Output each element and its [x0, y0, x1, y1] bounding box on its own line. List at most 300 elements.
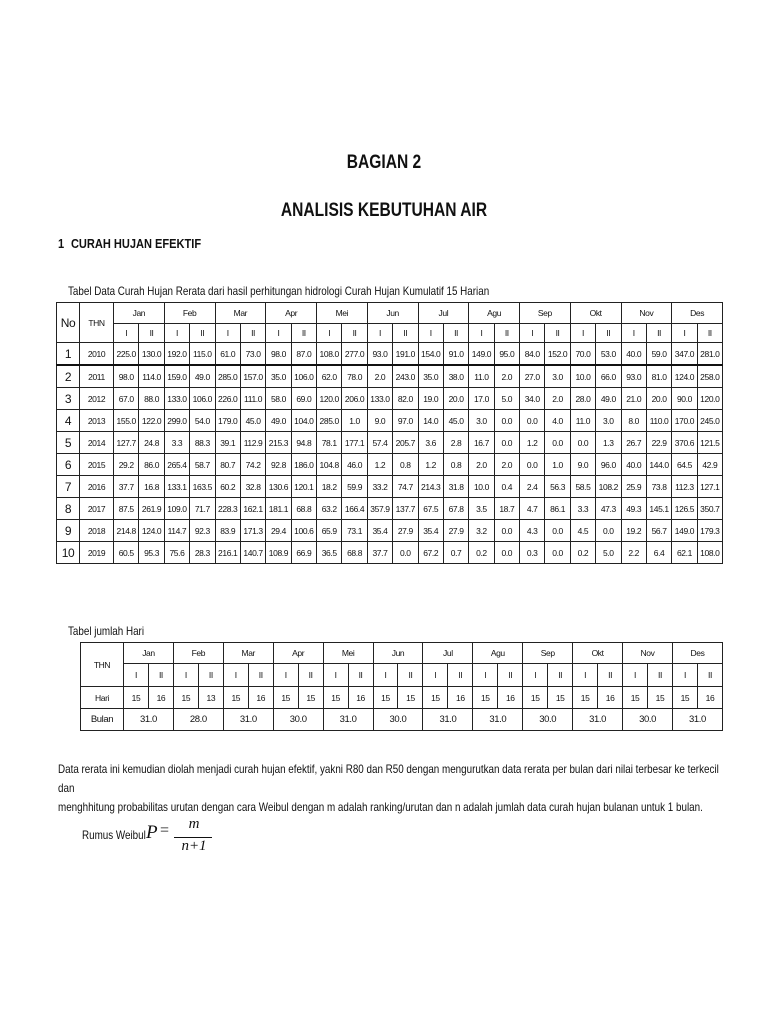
rainfall-cell: 281.0 [697, 343, 722, 366]
rainfall-cell: 17.0 [469, 388, 494, 410]
row-year: 2019 [80, 542, 114, 564]
bulan-cell: 30.0 [273, 709, 323, 731]
month-header: Nov [623, 643, 673, 664]
formula-denominator: n+1 [181, 838, 207, 854]
rainfall-cell: 122.0 [139, 410, 164, 432]
rainfall-cell: 258.0 [697, 365, 722, 388]
period-header: II [596, 324, 621, 343]
rainfall-cell: 104.0 [291, 410, 316, 432]
row-year: 2014 [80, 432, 114, 454]
rainfall-cell: 2.0 [367, 365, 392, 388]
rainfall-cell: 124.0 [139, 520, 164, 542]
hari-cell: 15 [373, 687, 398, 709]
month-header: Jun [367, 303, 418, 324]
row-number: 10 [57, 542, 80, 564]
hari-cell: 15 [124, 687, 149, 709]
rainfall-cell: 357.9 [367, 498, 392, 520]
table-row [57, 365, 723, 388]
month-header: Agu [469, 303, 520, 324]
rainfall-cell: 10.0 [570, 365, 595, 388]
rainfall-cell: 69.0 [291, 388, 316, 410]
hari-cell: 15 [648, 687, 673, 709]
hari-cell: 15 [473, 687, 498, 709]
rainfall-cell: 82.0 [393, 388, 418, 410]
rainfall-cell: 115.0 [190, 343, 215, 366]
month-header: Jan [114, 303, 165, 324]
explanation-paragraph [58, 760, 730, 817]
period-header: II [598, 664, 623, 687]
bulan-cell: 30.0 [523, 709, 573, 731]
period-header: II [240, 324, 265, 343]
month-header: Sep [520, 303, 571, 324]
period-header: II [198, 664, 223, 687]
row-number: 9 [57, 520, 80, 542]
rainfall-cell: 114.0 [139, 365, 164, 388]
rainfall-cell: 49.0 [266, 410, 291, 432]
year-header: THN [80, 303, 114, 343]
rainfall-cell: 133.1 [164, 476, 189, 498]
hari-cell: 15 [173, 687, 198, 709]
subsection-heading [58, 236, 201, 251]
rainfall-cell: 2.4 [520, 476, 545, 498]
row-number: 8 [57, 498, 80, 520]
month-header: Nov [621, 303, 672, 324]
row-year: 2013 [80, 410, 114, 432]
year-header: THN [81, 643, 124, 687]
rainfall-cell: 181.1 [266, 498, 291, 520]
rainfall-cell: 59.9 [342, 476, 367, 498]
rainfall-cell: 137.7 [393, 498, 418, 520]
rainfall-cell: 96.0 [596, 454, 621, 476]
hari-cell: 15 [623, 687, 648, 709]
rainfall-cell: 120.1 [291, 476, 316, 498]
rainfall-cell: 49.3 [621, 498, 646, 520]
rainfall-cell: 38.0 [443, 365, 468, 388]
rainfall-cell: 81.0 [646, 365, 671, 388]
rainfall-cell: 127.7 [114, 432, 139, 454]
rainfall-cell: 261.9 [139, 498, 164, 520]
rainfall-cell: 179.0 [215, 410, 240, 432]
period-header: II [348, 664, 373, 687]
rainfall-cell: 35.0 [266, 365, 291, 388]
formula-lhs: P [146, 822, 158, 843]
rainfall-cell: 45.0 [443, 410, 468, 432]
rainfall-cell: 3.0 [545, 365, 570, 388]
rainfall-cell: 68.8 [291, 498, 316, 520]
section-title-bagian: BAGIAN 2 [346, 152, 422, 173]
rainfall-cell: 58.7 [190, 454, 215, 476]
table-row [57, 432, 723, 454]
rainfall-cell: 3.5 [469, 498, 494, 520]
rainfall-cell: 0.0 [596, 520, 621, 542]
rainfall-cell: 20.0 [646, 388, 671, 410]
rainfall-cell: 0.0 [545, 520, 570, 542]
rainfall-cell: 67.0 [114, 388, 139, 410]
rainfall-cell: 108.0 [317, 343, 342, 366]
rainfall-cell: 84.0 [520, 343, 545, 366]
rainfall-cell: 92.3 [190, 520, 215, 542]
row-number: 7 [57, 476, 80, 498]
rainfall-cell: 21.0 [621, 388, 646, 410]
rainfall-cell: 177.1 [342, 432, 367, 454]
rainfall-cell: 98.0 [114, 365, 139, 388]
subsection-number: 1 [58, 236, 65, 251]
rainfall-cell: 4.0 [545, 410, 570, 432]
rainfall-cell: 6.4 [646, 542, 671, 564]
rainfall-cell: 37.7 [114, 476, 139, 498]
rainfall-cell: 1.3 [596, 432, 621, 454]
rainfall-cell: 62.0 [317, 365, 342, 388]
rainfall-cell: 39.1 [215, 432, 240, 454]
rainfall-cell: 0.0 [494, 432, 519, 454]
bulan-cell: 31.0 [223, 709, 273, 731]
period-header: I [520, 324, 545, 343]
rainfall-cell: 149.0 [672, 520, 697, 542]
rainfall-cell: 108.0 [697, 542, 722, 564]
rainfall-cell: 126.5 [672, 498, 697, 520]
rainfall-cell: 1.2 [367, 454, 392, 476]
rainfall-cell: 109.0 [164, 498, 189, 520]
formula-label: Rumus Weibul [82, 828, 146, 842]
header-row-periods [81, 664, 723, 687]
rainfall-cell: 31.8 [443, 476, 468, 498]
rainfall-cell: 19.0 [418, 388, 443, 410]
rainfall-cell: 0.3 [520, 542, 545, 564]
rainfall-cell: 58.5 [570, 476, 595, 498]
rainfall-cell: 152.0 [545, 343, 570, 366]
rainfall-cell: 5.0 [494, 388, 519, 410]
rainfall-cell: 87.5 [114, 498, 139, 520]
rainfall-cell: 106.0 [190, 388, 215, 410]
rainfall-cell: 347.0 [672, 343, 697, 366]
rainfall-cell: 112.9 [240, 432, 265, 454]
rainfall-cell: 86.0 [139, 454, 164, 476]
period-header: I [124, 664, 149, 687]
row-year: 2018 [80, 520, 114, 542]
period-header: I [323, 664, 348, 687]
rainfall-cell: 27.9 [443, 520, 468, 542]
rainfall-cell: 3.3 [164, 432, 189, 454]
rainfall-cell: 61.0 [215, 343, 240, 366]
rainfall-cell: 226.0 [215, 388, 240, 410]
rainfall-cell: 73.8 [646, 476, 671, 498]
rainfall-cell: 170.0 [672, 410, 697, 432]
rainfall-cell: 78.0 [342, 365, 367, 388]
rainfall-cell: 88.0 [139, 388, 164, 410]
rainfall-cell: 46.0 [342, 454, 367, 476]
rainfall-cell: 54.0 [190, 410, 215, 432]
rainfall-cell: 71.7 [190, 498, 215, 520]
rainfall-cell: 192.0 [164, 343, 189, 366]
month-header: Feb [173, 643, 223, 664]
rainfall-cell: 2.0 [494, 365, 519, 388]
rainfall-cell: 108.2 [596, 476, 621, 498]
hari-label: Hari [81, 687, 124, 709]
month-header: Jun [373, 643, 423, 664]
rainfall-cell: 94.8 [291, 432, 316, 454]
rainfall-cell: 90.0 [672, 388, 697, 410]
hari-cell: 16 [148, 687, 173, 709]
rainfall-cell: 1.0 [545, 454, 570, 476]
rainfall-cell: 2.0 [494, 454, 519, 476]
rainfall-cell: 74.7 [393, 476, 418, 498]
rainfall-cell: 98.0 [266, 343, 291, 366]
rainfall-cell: 285.0 [317, 410, 342, 432]
rainfall-cell: 64.5 [672, 454, 697, 476]
days-table-caption: Tabel jumlah Hari [68, 624, 145, 638]
rainfall-cell: 0.4 [494, 476, 519, 498]
rainfall-cell: 5.0 [596, 542, 621, 564]
rainfall-cell: 59.0 [646, 343, 671, 366]
rainfall-cell: 93.0 [621, 365, 646, 388]
rainfall-cell: 22.9 [646, 432, 671, 454]
hari-cell: 13 [198, 687, 223, 709]
period-header: I [621, 324, 646, 343]
rainfall-cell: 0.8 [393, 454, 418, 476]
rainfall-cell: 0.0 [393, 542, 418, 564]
hari-cell: 16 [598, 687, 623, 709]
rainfall-cell: 120.0 [697, 388, 722, 410]
table-row [57, 343, 723, 366]
rainfall-cell: 33.2 [367, 476, 392, 498]
rainfall-cell: 215.3 [266, 432, 291, 454]
rainfall-cell: 112.3 [672, 476, 697, 498]
bulan-cell: 31.0 [423, 709, 473, 731]
rainfall-cell: 95.0 [494, 343, 519, 366]
rainfall-cell: 0.0 [545, 542, 570, 564]
rainfall-cell: 277.0 [342, 343, 367, 366]
row-number: 6 [57, 454, 80, 476]
table-row [57, 476, 723, 498]
rainfall-cell: 8.0 [621, 410, 646, 432]
rainfall-cell: 179.3 [697, 520, 722, 542]
rainfall-cell: 36.5 [317, 542, 342, 564]
rainfall-cell: 27.0 [520, 365, 545, 388]
rainfall-cell: 49.0 [596, 388, 621, 410]
formula-numerator: m [188, 816, 200, 832]
paragraph-line: Data rerata ini kemudian diolah menjadi curah hujan efektif, yakni R80 dan R50 dengan mengurutkan data rerata per bulan dari nilai terbesar ke terkecil dan [58, 762, 719, 795]
rainfall-cell: 0.0 [520, 410, 545, 432]
rainfall-cell: 66.9 [291, 542, 316, 564]
rainfall-cell: 56.7 [646, 520, 671, 542]
period-header: I [423, 664, 448, 687]
rainfall-cell: 74.2 [240, 454, 265, 476]
rainfall-cell: 35.4 [367, 520, 392, 542]
rainfall-cell: 97.0 [393, 410, 418, 432]
bulan-cell: 28.0 [173, 709, 223, 731]
rainfall-cell: 32.8 [240, 476, 265, 498]
rainfall-cell: 3.0 [596, 410, 621, 432]
period-header: I [164, 324, 189, 343]
rainfall-cell: 159.0 [164, 365, 189, 388]
hari-cell: 15 [672, 687, 697, 709]
rainfall-table-caption: Tabel Data Curah Hujan Rerata dari hasil perhitungan hidrologi Curah Hujan Kumulatif 15 Harian [68, 284, 490, 298]
rainfall-cell: 106.0 [291, 365, 316, 388]
rainfall-cell: 9.0 [367, 410, 392, 432]
rainfall-cell: 47.3 [596, 498, 621, 520]
month-header: Mei [323, 643, 373, 664]
rainfall-cell: 111.0 [240, 388, 265, 410]
rainfall-cell: 14.0 [418, 410, 443, 432]
rainfall-cell: 67.8 [443, 498, 468, 520]
rainfall-cell: 11.0 [570, 410, 595, 432]
period-header: I [672, 324, 697, 343]
month-header: Okt [570, 303, 621, 324]
rainfall-cell: 0.0 [570, 432, 595, 454]
rainfall-cell: 19.2 [621, 520, 646, 542]
period-header: II [646, 324, 671, 343]
row-number: 2 [57, 365, 80, 388]
rainfall-cell: 67.2 [418, 542, 443, 564]
month-header: Jul [418, 303, 469, 324]
bulan-cell: 30.0 [623, 709, 673, 731]
period-header: II [648, 664, 673, 687]
bulan-label: Bulan [81, 709, 124, 731]
hari-cell: 15 [323, 687, 348, 709]
bulan-cell: 31.0 [473, 709, 523, 731]
row-number: 1 [57, 343, 80, 366]
rainfall-cell: 265.4 [164, 454, 189, 476]
rainfall-cell: 133.0 [164, 388, 189, 410]
row-year: 2016 [80, 476, 114, 498]
rainfall-cell: 60.5 [114, 542, 139, 564]
period-header: II [494, 324, 519, 343]
rainfall-cell: 2.0 [545, 388, 570, 410]
period-header: I [223, 664, 248, 687]
period-header: II [393, 324, 418, 343]
rainfall-cell: 80.7 [215, 454, 240, 476]
hari-cell: 15 [298, 687, 323, 709]
rainfall-cell: 0.0 [520, 454, 545, 476]
month-header: Feb [164, 303, 215, 324]
hari-cell: 15 [573, 687, 598, 709]
rainfall-cell: 2.0 [469, 454, 494, 476]
rainfall-cell: 29.4 [266, 520, 291, 542]
rainfall-cell: 4.5 [570, 520, 595, 542]
rainfall-cell: 121.5 [697, 432, 722, 454]
rainfall-cell: 45.0 [240, 410, 265, 432]
month-header: Jul [423, 643, 473, 664]
period-header: I [623, 664, 648, 687]
rainfall-cell: 37.7 [367, 542, 392, 564]
row-number: 4 [57, 410, 80, 432]
rainfall-cell: 95.3 [139, 542, 164, 564]
rainfall-cell: 92.8 [266, 454, 291, 476]
rainfall-cell: 56.3 [545, 476, 570, 498]
period-header: I [469, 324, 494, 343]
period-header: I [473, 664, 498, 687]
rainfall-cell: 104.8 [317, 454, 342, 476]
period-header: II [248, 664, 273, 687]
rainfall-cell: 53.0 [596, 343, 621, 366]
row-number: 5 [57, 432, 80, 454]
period-header: II [545, 324, 570, 343]
rainfall-cell: 166.4 [342, 498, 367, 520]
month-header: Des [672, 643, 722, 664]
rainfall-cell: 0.0 [545, 432, 570, 454]
rainfall-cell: 154.0 [418, 343, 443, 366]
days-table [80, 642, 723, 731]
rainfall-cell: 16.8 [139, 476, 164, 498]
month-header: Jan [124, 643, 174, 664]
bulan-cell: 31.0 [124, 709, 174, 731]
rainfall-cell: 16.7 [469, 432, 494, 454]
rainfall-cell: 58.0 [266, 388, 291, 410]
rainfall-cell: 130.6 [266, 476, 291, 498]
rainfall-cell: 1.2 [520, 432, 545, 454]
rainfall-cell: 206.0 [342, 388, 367, 410]
rainfall-cell: 100.6 [291, 520, 316, 542]
formula-equals: = [160, 822, 170, 839]
rainfall-cell: 91.0 [443, 343, 468, 366]
rainfall-cell: 0.2 [570, 542, 595, 564]
rainfall-cell: 216.1 [215, 542, 240, 564]
month-header: Agu [473, 643, 523, 664]
rainfall-cell: 40.0 [621, 454, 646, 476]
rainfall-cell: 1.2 [418, 454, 443, 476]
period-header: I [373, 664, 398, 687]
period-header: I [523, 664, 548, 687]
hari-cell: 15 [398, 687, 423, 709]
period-header: II [697, 324, 722, 343]
table-row [57, 388, 723, 410]
rainfall-cell: 145.1 [646, 498, 671, 520]
header-row-months [57, 303, 723, 324]
rainfall-cell: 70.0 [570, 343, 595, 366]
subsection-title: CURAH HUJAN EFEKTIF [70, 236, 202, 251]
rainfall-cell: 57.4 [367, 432, 392, 454]
rainfall-cell: 120.0 [317, 388, 342, 410]
rainfall-cell: 11.0 [469, 365, 494, 388]
rainfall-cell: 3.2 [469, 520, 494, 542]
rainfall-cell: 140.7 [240, 542, 265, 564]
rainfall-cell: 299.0 [164, 410, 189, 432]
rainfall-cell: 65.9 [317, 520, 342, 542]
period-header: I [215, 324, 240, 343]
table-row [57, 410, 723, 432]
hari-cell: 15 [523, 687, 548, 709]
period-header: I [114, 324, 139, 343]
month-header: Des [672, 303, 723, 324]
no-header: No [57, 303, 80, 343]
rainfall-cell: 18.7 [494, 498, 519, 520]
table-row [57, 498, 723, 520]
rainfall-cell: 24.8 [139, 432, 164, 454]
rainfall-cell: 130.0 [139, 343, 164, 366]
month-header: Mar [223, 643, 273, 664]
rainfall-cell: 245.0 [697, 410, 722, 432]
rainfall-cell: 144.0 [646, 454, 671, 476]
rainfall-cell: 0.0 [494, 520, 519, 542]
hari-cell: 15 [273, 687, 298, 709]
rainfall-cell: 370.6 [672, 432, 697, 454]
period-header: II [291, 324, 316, 343]
rainfall-cell: 27.9 [393, 520, 418, 542]
header-row-months [81, 643, 723, 664]
rainfall-cell: 10.0 [469, 476, 494, 498]
rainfall-cell: 34.0 [520, 388, 545, 410]
month-header: Sep [523, 643, 573, 664]
period-header: II [148, 664, 173, 687]
rainfall-cell: 93.0 [367, 343, 392, 366]
rainfall-cell: 83.9 [215, 520, 240, 542]
rainfall-cell: 63.2 [317, 498, 342, 520]
rainfall-cell: 29.2 [114, 454, 139, 476]
bulan-cell: 31.0 [323, 709, 373, 731]
period-header: I [570, 324, 595, 343]
rainfall-cell: 157.0 [240, 365, 265, 388]
hari-cell: 15 [423, 687, 448, 709]
